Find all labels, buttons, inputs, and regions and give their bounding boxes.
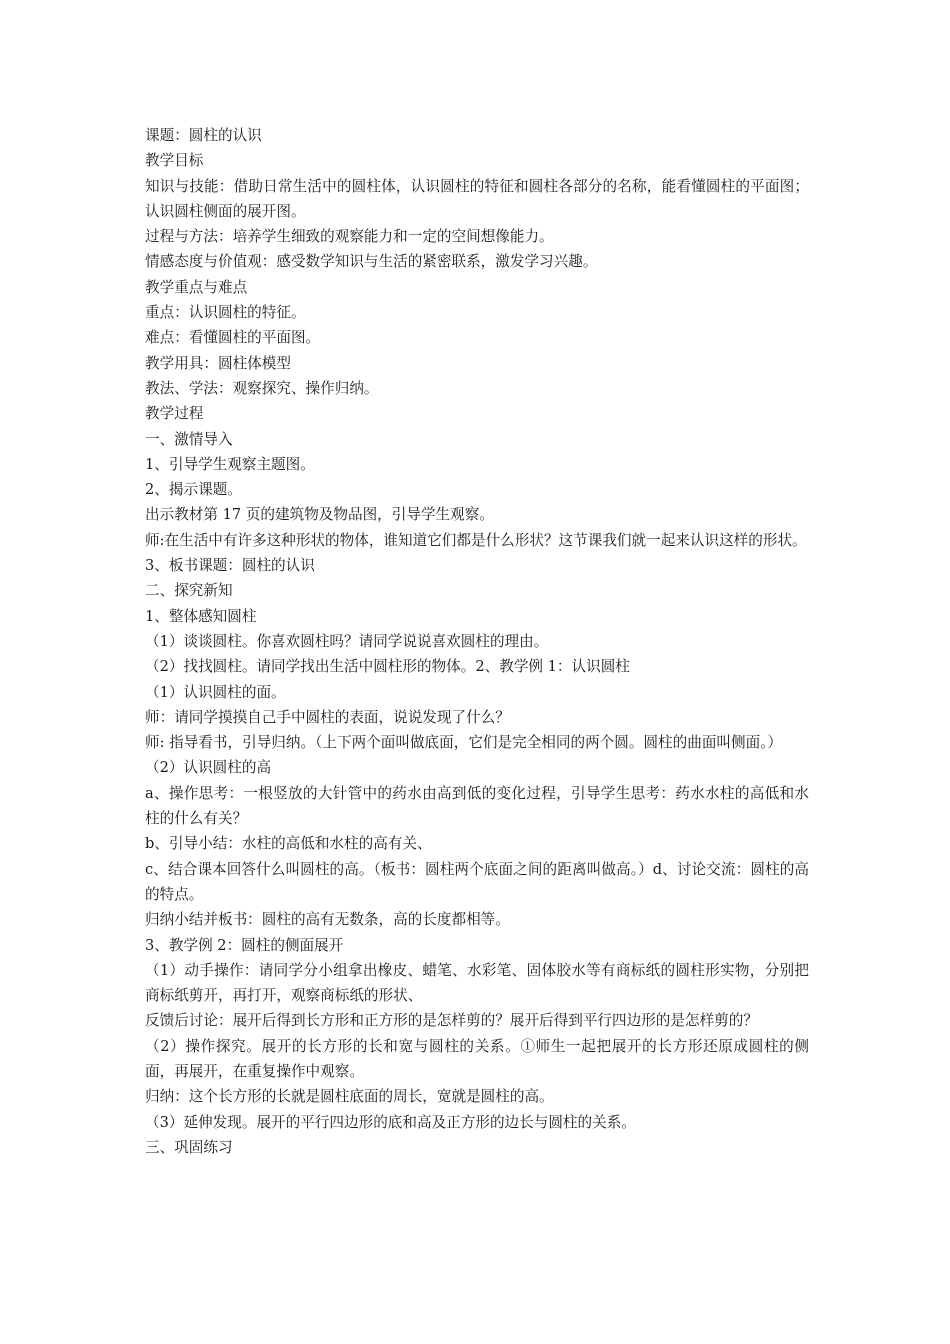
paragraph: 3、教学例 2：圆柱的侧面展开	[145, 936, 344, 954]
paragraph: （1）谈谈圆柱。你喜欢圆柱吗？请同学说说喜欢圆柱的理由。	[145, 632, 549, 650]
document-body	[145, 123, 809, 1160]
paragraph: 反馈后讨论：展开后得到长方形和正方形的是怎样剪的？展开后得到平行四边形的是怎样剪的？	[145, 1012, 758, 1030]
paragraph: a、操作思考：一根竖放的大针管中的药水由高到低的变化过程，引导学生思考：药水水柱的高低和水柱的什么有关？	[145, 784, 809, 828]
paragraph: （2）操作探究。展开的长方形的长和宽与圆柱的关系。①师生一起把展开的长方形还原成圆柱的侧面，再展开，在重复操作中观察。	[145, 1037, 809, 1080]
paragraph: 知识与技能：借助日常生活中的圆柱体，认识圆柱的特征和圆柱各部分的名称，能看懂圆柱的平面图；认识圆柱侧面的展开图。	[145, 177, 809, 220]
paragraph: 情感态度与价值观：感受数学知识与生活的紧密联系，激发学习兴趣。	[145, 253, 598, 271]
paragraph-section-1: 一、激情导入	[145, 430, 233, 448]
paragraph: 教法、学法：观察探究、操作归纳。	[145, 379, 379, 397]
paragraph-section-3: 三、巩固练习	[145, 1138, 233, 1156]
paragraph: （2）认识圆柱的高	[145, 759, 272, 777]
paragraph: 出示教材第 17 页的建筑物及物品图，引导学生观察。	[145, 506, 494, 524]
paragraph-heading-process: 教学过程	[145, 405, 204, 423]
paragraph: 归纳小结并板书：圆柱的高有无数条，高的长度都相等。	[145, 911, 510, 929]
paragraph: 3、板书课题：圆柱的认识	[145, 557, 315, 575]
paragraph: 过程与方法：培养学生细致的观察能力和一定的空间想像能力。	[145, 228, 554, 246]
paragraph: 师：请同学摸摸自己手中圆柱的表面，说说发现了什么？	[145, 708, 510, 726]
paragraph: 1、引导学生观察主题图。	[145, 455, 315, 473]
paragraph: c、结合课本回答什么叫圆柱的高。（板书：圆柱两个底面之间的距离叫做高。）d、讨论交流：圆柱的高的特点。	[145, 860, 809, 903]
paragraph-heading-objectives: 教学目标	[145, 152, 204, 170]
paragraph: （2）找找圆柱。请同学找出生活中圆柱形的物体。2、教学例 1：认识圆柱	[145, 658, 630, 676]
paragraph: 重点：认识圆柱的特征。	[145, 304, 306, 322]
paragraph-heading-key-points: 教学重点与难点	[145, 278, 248, 296]
paragraph: 1、整体感知圆柱	[145, 607, 257, 625]
paragraph: 教学用具：圆柱体模型	[145, 354, 291, 372]
paragraph: （1）动手操作：请同学分小组拿出橡皮、蜡笔、水彩笔、固体胶水等有商标纸的圆柱形实物，分别把商标纸剪开，再打开，观察商标纸的形状、	[145, 961, 809, 1005]
paragraph-section-2: 二、探究新知	[145, 582, 233, 600]
paragraph: b、引导小结：水柱的高低和水柱的高有关、	[145, 835, 432, 853]
paragraph: 师: 指导看书，引导归纳。（上下两个面叫做底面，它们是完全相同的两个圆。圆柱的曲面叫侧面。）	[145, 734, 783, 752]
paragraph: 归纳：这个长方形的长就是圆柱底面的周长，宽就是圆柱的高。	[145, 1088, 554, 1106]
paragraph: 2、揭示课题。	[145, 481, 242, 499]
paragraph: 难点：看懂圆柱的平面图。	[145, 329, 321, 347]
paragraph: （3）延伸发现。展开的平行四边形的底和高及正方形的边长与圆柱的关系。	[145, 1113, 636, 1131]
paragraph: （1）认识圆柱的面。	[145, 683, 286, 701]
paragraph-title: 课题：圆柱的认识	[145, 127, 262, 144]
paragraph: 师:在生活中有许多这种形状的物体，谁知道它们都是什么形状？这节课我们就一起来认识这样的形状。	[145, 531, 807, 549]
